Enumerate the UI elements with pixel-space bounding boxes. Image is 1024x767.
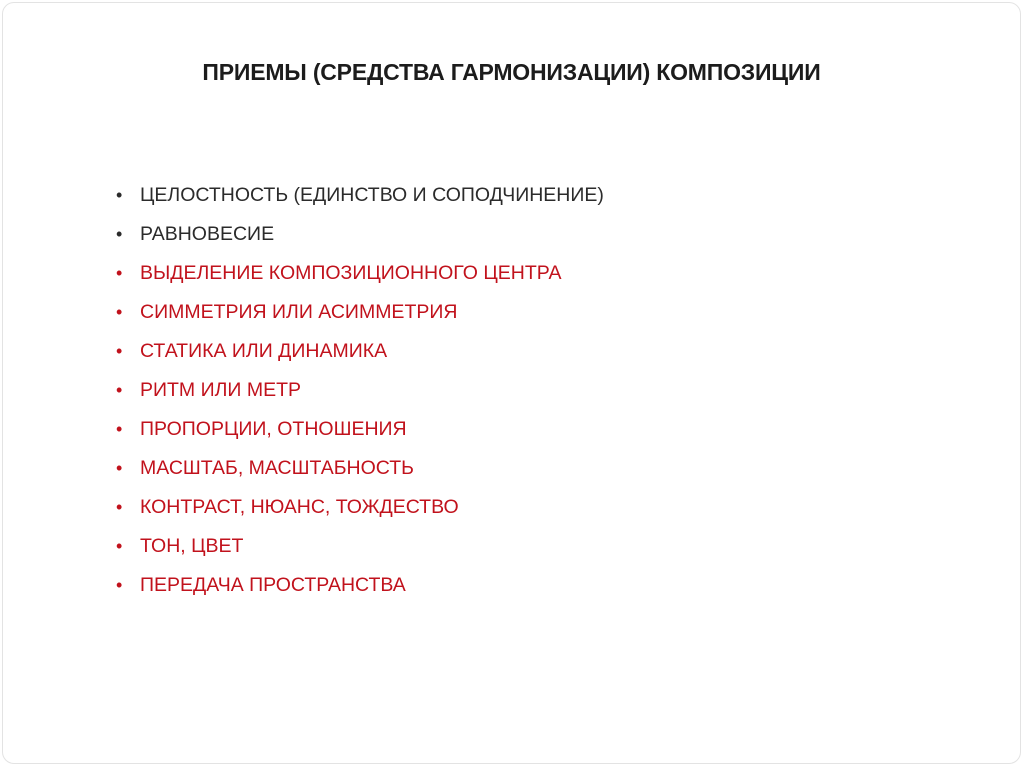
- list-item-text: ТОН, ЦВЕТ: [140, 535, 244, 557]
- list-item-text: МАСШТАБ, МАСШТАБНОСТЬ: [140, 457, 414, 479]
- bullet-list: [116, 176, 604, 605]
- list-item: [116, 332, 604, 371]
- bullet-icon: •: [116, 419, 123, 439]
- bullet-icon: •: [116, 380, 123, 400]
- slide: [2, 2, 1021, 764]
- list-item: [116, 449, 604, 488]
- slide-title: ПРИЕМЫ (СРЕДСТВА ГАРМОНИЗАЦИИ) КОМПОЗИЦИИ: [202, 59, 821, 85]
- list-item-text: РАВНОВЕСИЕ: [140, 223, 275, 245]
- list-item: [116, 371, 604, 410]
- list-item-text: СТАТИКА ИЛИ ДИНАМИКА: [140, 340, 388, 362]
- list-item: [116, 527, 604, 566]
- list-item-text: СИММЕТРИЯ ИЛИ АСИММЕТРИЯ: [140, 301, 458, 323]
- list-item: [116, 215, 604, 254]
- list-item: [116, 488, 604, 527]
- bullet-icon: •: [116, 224, 123, 244]
- bullet-icon: •: [116, 497, 123, 517]
- list-item: [116, 566, 604, 605]
- list-item: [116, 293, 604, 332]
- list-item-text: ЦЕЛОСТНОСТЬ (ЕДИНСТВО И СОПОДЧИНЕНИЕ): [140, 184, 604, 206]
- bullet-icon: •: [116, 341, 123, 361]
- list-item-text: ПРОПОРЦИИ, ОТНОШЕНИЯ: [140, 418, 407, 440]
- list-item-text: РИТМ ИЛИ МЕТР: [140, 379, 302, 401]
- bullet-icon: •: [116, 263, 123, 283]
- bullet-icon: •: [116, 536, 123, 556]
- list-item-text: ПЕРЕДАЧА ПРОСТРАНСТВА: [140, 574, 406, 596]
- list-item-text: КОНТРАСТ, НЮАНС, ТОЖДЕСТВО: [140, 496, 459, 518]
- bullet-icon: •: [116, 302, 123, 322]
- list-item-text: ВЫДЕЛЕНИЕ КОМПОЗИЦИОННОГО ЦЕНТРА: [140, 262, 562, 284]
- bullet-icon: •: [116, 185, 123, 205]
- bullet-icon: •: [116, 458, 123, 478]
- list-item: [116, 254, 604, 293]
- list-item: [116, 176, 604, 215]
- list-item: [116, 410, 604, 449]
- bullet-icon: •: [116, 575, 123, 595]
